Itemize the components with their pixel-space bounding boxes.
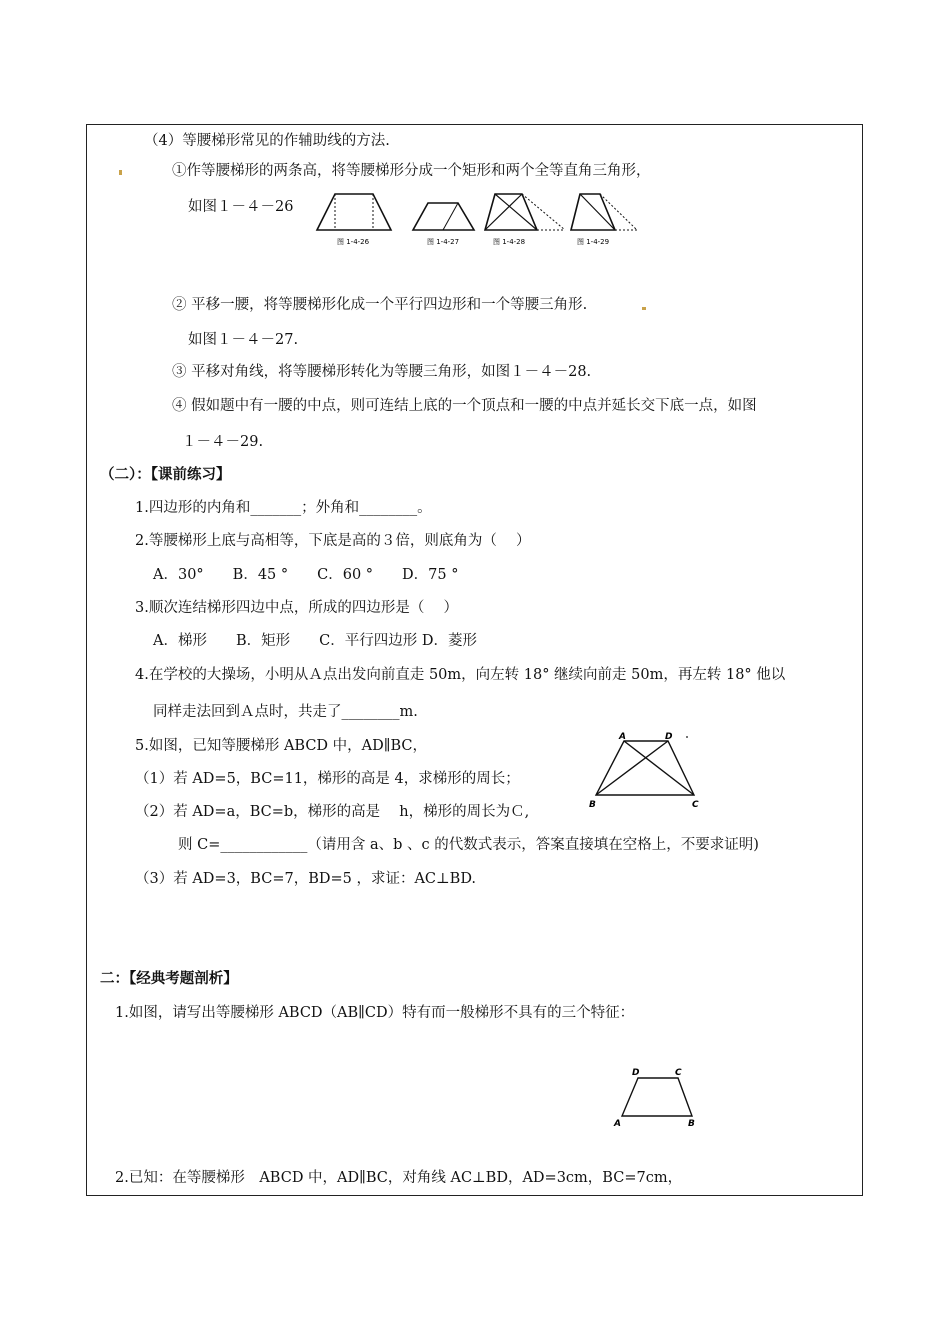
vertex-a: A: [619, 732, 626, 742]
figure-label-2: 图 1-4-27: [427, 238, 460, 246]
figure-1-4-27: [413, 203, 474, 230]
practice-heading: （二）：【课前练习】: [100, 466, 231, 483]
method-1: ①作等腰梯形的两条高，将等腰梯形分成一个矩形和两个全等直角三角形，: [172, 163, 651, 179]
method-4-line2: １－４－29.: [182, 434, 264, 450]
classic-q1: 1.如图，请写出等腰梯形 ABCD（AB∥CD）特有而一般梯形不具有的三个特征：: [115, 1005, 635, 1021]
figure-1-4-28: [485, 194, 565, 230]
practice-q2: 2.等腰梯形上底与高相等，下底是高的３倍，则底角为（ ）: [135, 533, 531, 549]
practice-q5: 5.如图，已知等腰梯形 ABCD 中，AD∥BC，: [135, 738, 427, 754]
classic-heading: 二：【经典考题剖析】: [100, 970, 238, 987]
section4-title: （4）等腰梯形常见的作辅助线的方法.: [144, 133, 390, 149]
figure-1-4-26: [317, 194, 391, 230]
margin-mark: [642, 307, 646, 310]
method-4-line1: ④ 假如题中有一腰的中点，则可连结上底的一个顶点和一腰的中点并延长交下底一点，如图: [172, 398, 757, 414]
practice-q4-line1: 4.在学校的大操场，小明从Ａ点出发向前直走 50m，向左转 18° 继续向前走 50m，再左转 18° 他以: [135, 667, 786, 683]
trapezoid-abcd-figure: [608, 1066, 718, 1129]
practice-q2-options: A．30° B．45 ° C．60 ° D．75 °: [153, 567, 459, 583]
practice-q1: 1.四边形的内角和_______；外角和________。: [135, 500, 432, 516]
vertex-c: C: [675, 1068, 682, 1078]
margin-mark: [119, 170, 122, 175]
vertex-d: D: [665, 732, 673, 742]
vertex-d: D: [632, 1068, 640, 1078]
vertex-b: B: [589, 800, 596, 810]
figure-label-3: 图 1-4-28: [493, 238, 526, 246]
figure-label-1: 图 1-4-26: [337, 238, 370, 246]
content-frame: [86, 124, 863, 1196]
trapezoid-abcd-diagonals: [586, 732, 716, 810]
practice-q5-part2: （2）若 AD=a，BC=b，梯形的高是 h，梯形的周长为Ｃ,: [135, 804, 530, 820]
practice-q4-line2: 同样走法回到Ａ点时，共走了________m.: [153, 704, 418, 720]
vertex-b: B: [688, 1119, 695, 1129]
figure-1-4-29: [571, 194, 637, 230]
practice-q5-part3: （3）若 AD=3，BC=7，BD=5 ，求证：AC⊥BD.: [135, 871, 477, 887]
vertex-c: C: [692, 800, 699, 810]
classic-q2: 2.已知：在等腰梯形 ABCD 中，AD∥BC，对角线 AC⊥BD，AD=3cm，BC=7cm，: [115, 1170, 683, 1186]
auxiliary-line-figures: [315, 190, 645, 250]
method-2: ② 平移一腰，将等腰梯形化成一个平行四边形和一个等腰三角形.: [172, 297, 588, 313]
practice-q5-part1: （1）若 AD=5，BC=11，梯形的高是 4，求梯形的周长；: [135, 771, 520, 787]
method-2-ref: 如图１－４－27.: [188, 332, 299, 348]
practice-q3-options: A．梯形 B．矩形 C．平行四边形 D．菱形: [153, 633, 477, 649]
figure-label-4: 图 1-4-29: [577, 238, 610, 246]
method-3: ③ 平移对角线，将等腰梯形转化为等腰三角形，如图１－４－28.: [172, 364, 592, 380]
practice-q3: 3.顺次连结梯形四边中点，所成的四边形是（ ）: [135, 600, 458, 616]
method-1-ref: 如图１－４－26: [188, 199, 294, 215]
practice-q5-part2b: 则 C=____________（请用含 a、b 、c 的代数式表示，答案直接填在空格上，不要求证明): [178, 837, 759, 853]
vertex-a: A: [614, 1119, 621, 1129]
